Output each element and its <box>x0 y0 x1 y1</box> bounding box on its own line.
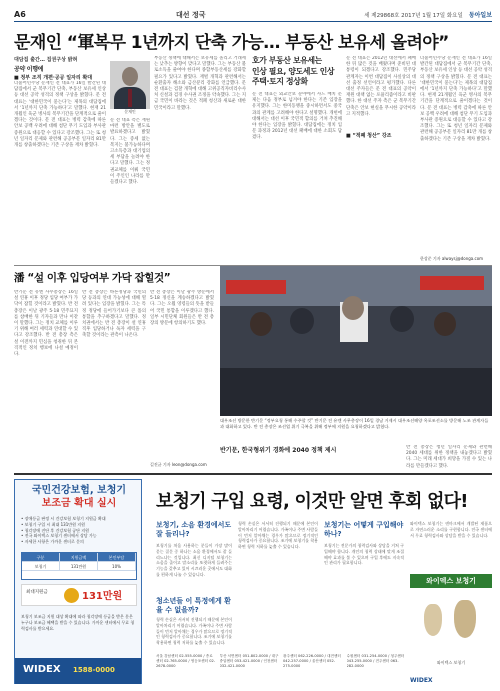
article2-col2: 반 전 총장은 바른정당과 국민의당 등과의 연대 가능성에 대해 열려 있다는 입장을 밝혔다. 그는 특정 정당에 들어가기보다 큰 틀의 통합을 추구하겠다고 말했다. 정치권에서는 반 전 총장이 설 연휴 직후 입당하거나 독자 세력을 구축할 것이라는 관측이 나온다. <box>82 290 146 339</box>
issue-meta: 세 제29868호 2017년 1월 17일 화요일 <box>364 12 463 19</box>
advertisement <box>14 473 492 683</box>
ad-question-3: 보청기는 어떻게 구입해야 하나? <box>324 521 404 538</box>
ad-phone: 1588-0000 <box>73 666 115 674</box>
article1-col5: 더불어민주당 문재인 전 대표가 16일 발간된 대담집에서 군 복무기간 단축, 부동산 보유세 인상 등 대선 공약 성격의 정책 구상을 밝혔다. 문 전 대표는 ‘대한민국이 묻는다’는 제목의 대담집에서 ‘1년까지 단축 가능하다’고 말했다. 현재 21개월인 육군 병사의 복무기간을 단계적으로 줄이겠다는 것이다. 문 전 대표는 병력 감축에 따른 안보 공백 우려에 대해 첨단 무기 도입과 부사관 증원으로 대응할 수 있다고 강조했다. 그는 또 청년 일자리 문제와 관련해 공공부문 일자리 81만 개를 창출하겠다는 기존 구상을 재차 밝혔다. <box>420 56 492 142</box>
article1-qhead-1: ■ 정부 조직 개편·공공 일자리 확대 <box>14 75 93 81</box>
ad-foot-text: 보청기 보조금 지원 대상 확대에 따라 청각장애 등급을 받은 분은 누구나 보조금 혜택을 받을 수 있습니다. 가까운 센터에서 무료 청력검사를 받으세요. <box>21 614 135 631</box>
ad-question-2: 청소년들 이 특정에게 환율 수 없을까? <box>156 597 231 614</box>
article3-col-right: 반 전 총장은 청년 일자리 문제와 관련해 2040 세대를 위한 정책을 내놓겠다고 밝혔다. 그는 미래 세대가 희망을 가질 수 있는 나라를 만들겠다고 했다. <box>406 445 492 469</box>
article1-reporter: 한상준 기자 alwaysj@donga.com <box>420 256 484 261</box>
headline-main: 문재인 “軍복무 1년까지 단축 가능… 부동산 보유세 올려야” <box>14 33 449 53</box>
article3-subtitle: 반기문, 한국형위기 경화에 2040 정책 제시 <box>220 447 337 454</box>
hearing-aid-icon <box>424 604 442 636</box>
article2-col1: 반기문 전 유엔 사무총장은 16일 설 연휴 이후 정당 입당 여부가 가닥이 잡힐 것이라고 밝혔다. 반 전 총장은 이날 광주 5·18 민주묘지를 참배한 뒤 기자들과 만나 이같이 말했다. 그는 정치 교체를 이루기 위해 여러 세력과 연대할 수 있다고 강조했다. 반 전 총장 측은 설 이전까지 민심을 청취한 뒤 본격적인 정치 행보에 나설 예정이다. <box>14 290 78 358</box>
ad-headline: 보청기 구입 요령, 이것만 알면 후회 없다! <box>156 491 468 512</box>
article1-col4: 문 전 대표는 2012년 대선에서 패배한 뒤 많은 것을 배웠다며 준비된 대통령이 되겠다고 강조했다. 민주당 관계자는 이번 대담집이 사실상의 대선 출정 선언이라고 평가했다. 다른 대선 주자들은 문 전 대표의 공약이 재원 대책 없는 포퓰리즘이라고 비판했다. 한 대선 주자 측은 군 복무기간 단축은 안보 현실을 무시한 공약이라고 지적했다. <box>346 56 416 117</box>
page-header <box>14 8 492 22</box>
article1-qhead-2: ■ “적폐 청산” 강조 <box>346 133 392 139</box>
ad-product-box <box>410 574 492 674</box>
ad-text-1: 보청기를 처음 사용하는 분들이 가장 많이 묻는 질문 중 하나는 소음 환경에서도 잘 들리느냐는 것입니다. 최신 디지털 보청기는 소음을 줄이고 말소리를 또렷하게 들려주는 기능을 갖추고 있어 시끄러운 곳에서도 대화를 편하게 나눌 수 있습니다. <box>156 543 232 577</box>
price-label: 최대지원금 <box>26 590 48 595</box>
article1-subhead-1: 공약 이행에 <box>14 66 44 73</box>
article1-byline: 대담집 출간… 집권구상 밝혀 <box>14 57 78 63</box>
ad-text-3: 청력 손실은 서서히 진행되기 때문에 본인이 알아차리기 어렵습니다. 가족이나 주변 사람들이 먼저 알아채는 경우가 많으므로 정기적인 청력검사가 중요합니다. 조기에 보청기를 착용하면 청력 저하를 늦출 수 있습니다. <box>238 521 318 550</box>
price-value: 131만원 <box>82 591 123 602</box>
ad-title-1: 국민건강보험, 보청기 <box>31 485 127 496</box>
ad-price-box <box>21 584 137 606</box>
ad-store-list: 서울 강남센터 02-555-0000 / 종로센터 02-765-0000 / 영등포센터 02-2678-0000 부산 서면센터 051-802-0000 / 대구 중앙센터 053-421-0000 / 인천센터 032-421-0000 광주센터 062-226-0000 / 대전센터 042-257-0000 / 울산센터 052-275-0000 수원센터 031-254-0000 / 청주센터 043-255-0000 / 전주센터 063-282-0000 <box>156 654 405 668</box>
ad-bullets: • 장애등급 판정 시 건강보험 보청기 지원금 확대 • 보청기 구입 시 최대 131만원 지원 • 청각장애 진단 후 건강보험 공단 지원 • 전국 와이덱스 보청기 센터에서 상담 가능 • 자세한 사항은 가까운 센터로 문의 <box>21 516 106 545</box>
article2-reporter: 길진균 기자 leon@donga.com <box>150 462 207 467</box>
ad-brand-name: WIDEX <box>23 664 61 675</box>
portrait-photo <box>110 61 150 109</box>
ad-right-logo: WIDEX <box>410 677 433 684</box>
ad-brand-bar <box>15 658 141 684</box>
ad-product-tag: 와이덱스 보청기 <box>410 574 492 588</box>
newspaper-page <box>14 8 492 683</box>
ad-product-caption: 와이덱스 보청기 <box>436 660 466 665</box>
section-title: 대선 정국 <box>176 10 206 19</box>
ad-subsidy-table: 구분 지원금액 본인부담 보청기 131만원 10% <box>21 552 137 580</box>
article1-col1: 더불어민주당 문재인 전 대표가 16일 발간된 대담집에서 군 복무기간 단축, 부동산 보유세 인상 등 대선 공약 성격의 정책 구상을 밝혔다. 문 전 대표는 ‘대한민국이 묻는다’는 제목의 대담집에서 ‘1년까지 단축 가능하다’고 말했다. 현재 21개월인 육군 병사의 복무기간을 단계적으로 줄이겠다는 것이다. 문 전 대표는 병력 감축에 따른 안보 공백 우려에 대해 첨단 무기 도입과 부사관 증원으로 대응할 수 있다고 강조했다. 그는 또 청년 일자리 문제와 관련해 공공부문 일자리 81만 개를 창출하겠다는 기존 구상을 재차 밝혔다. <box>14 81 106 149</box>
news-photo-protest <box>220 266 492 416</box>
ad-left-panel <box>14 479 142 684</box>
ad-text-5: 와이덱스 보청기는 덴마크에서 개발된 제품으로 자연스러운 소리를 구현합니다. 전국 센터에서 무료 청력검사와 상담을 받을 수 있습니다. <box>410 521 492 538</box>
ad-title-2: 보조금 확대 실시 <box>41 498 117 509</box>
headline-second: 潘 “설 이후 입당여부 가닥 잡힐것” <box>14 272 171 284</box>
article1-side-subheads: 호가 부동산 보유세는 인상 필요, 양도세도 인상 주택·토지 정상화 <box>252 56 335 86</box>
hearing-aid-icon <box>454 600 476 638</box>
photo-caption: 대우조선 방문한 반기문 “정부요청 통해 수주할 것” 반기문 전 유엔 사무총장이 16일 경남 거제시 대우조선해양 옥포조선소를 방문해 노조 관계자들과 대화하고 있다. 반 전 총장은 조선업 위기 극복을 위해 정부에 지원을 요청하겠다고 밝혔다. <box>220 418 489 429</box>
ad-question-1: 보청기, 소음 환경에서도 잘 들리나? <box>156 521 232 538</box>
portrait-caption: 문재인 <box>124 109 136 114</box>
article1-col3: 문 전 대표는 외교안보 분야에서 사드 배치 문제는 다음 정부로 넘겨야 한다는 기존 입장을 유지했다. 그는 한미동맹을 중시하면서도 중국과의 관계를 고려해야 한다고 설명했다. 개헌에 대해서는 대선 이후 국민적 합의를 거쳐 추진해야 한다는 입장을 밝혔다. 대담집에는 정치 입문 과정과 2012년 대선 패배에 대한 소회도 담겼다. <box>252 92 342 141</box>
ad-text-4: 보청기는 전문가의 청력검사와 상담을 거쳐 구입해야 합니다. 개인의 청력 상태에 맞게 조절해야 효과를 볼 수 있으며 구입 후에도 지속적인 관리가 필요합니다. <box>324 543 404 566</box>
article1-col1b: 문 전 대표 측은 재원 마련 방안을 별도로 발표하겠다고 밝혔다. 그는 증세 없는 복지는 불가능하다며 고소득층과 대기업의 세 부담을 늘려야 한다고 말했다. 그는 정권교체를 이뤄 국민이 주인인 나라를 만들겠다고 했다. <box>110 118 150 186</box>
ad-text-2: 청력 손실은 서서히 진행되기 때문에 본인이 알아차리기 어렵습니다. 가족이나 주변 사람들이 먼저 알아채는 경우가 많으므로 정기적인 청력검사가 중요합니다. 조기에 보청기를 착용하면 청력 저하를 늦출 수 있습니다. <box>156 617 232 646</box>
coin-icon <box>64 588 79 603</box>
page-number: A6 <box>14 10 26 19</box>
article2-col3: 반 전 총장은 이날 광주 방문에서 5·18 정신을 계승하겠다고 밝혔다. 그는 오월 영령들의 뜻을 받들어 국민 통합을 이루겠다고 했다. 일부 시민단체 회원들은 반 전 총장의 방문에 항의하기도 했다. <box>150 290 214 327</box>
newspaper-brand: 동아일보 <box>468 12 492 19</box>
ad-right-panel <box>148 479 492 684</box>
article1-col2: 부동산 정책에 대해서는 보유세를 올리고 거래세는 낮추는 방향이 맞다고 말했다. 그는 부동산 불로소득을 줄여야 한다며 종합부동산세를 강화할 필요가 있다고 밝혔다. 재벌 개혁과 관련해서는 순환출자 해소와 금산분리 강화를 언급했다. 문 전 대표는 검찰 개혁에 대해 고위공직자비리수사처 신설과 검경 수사권 조정을 약속했다. 그는 지금 국민이 바라는 것은 적폐 청산과 새로운 대한민국이라고 말했다. <box>154 56 246 111</box>
